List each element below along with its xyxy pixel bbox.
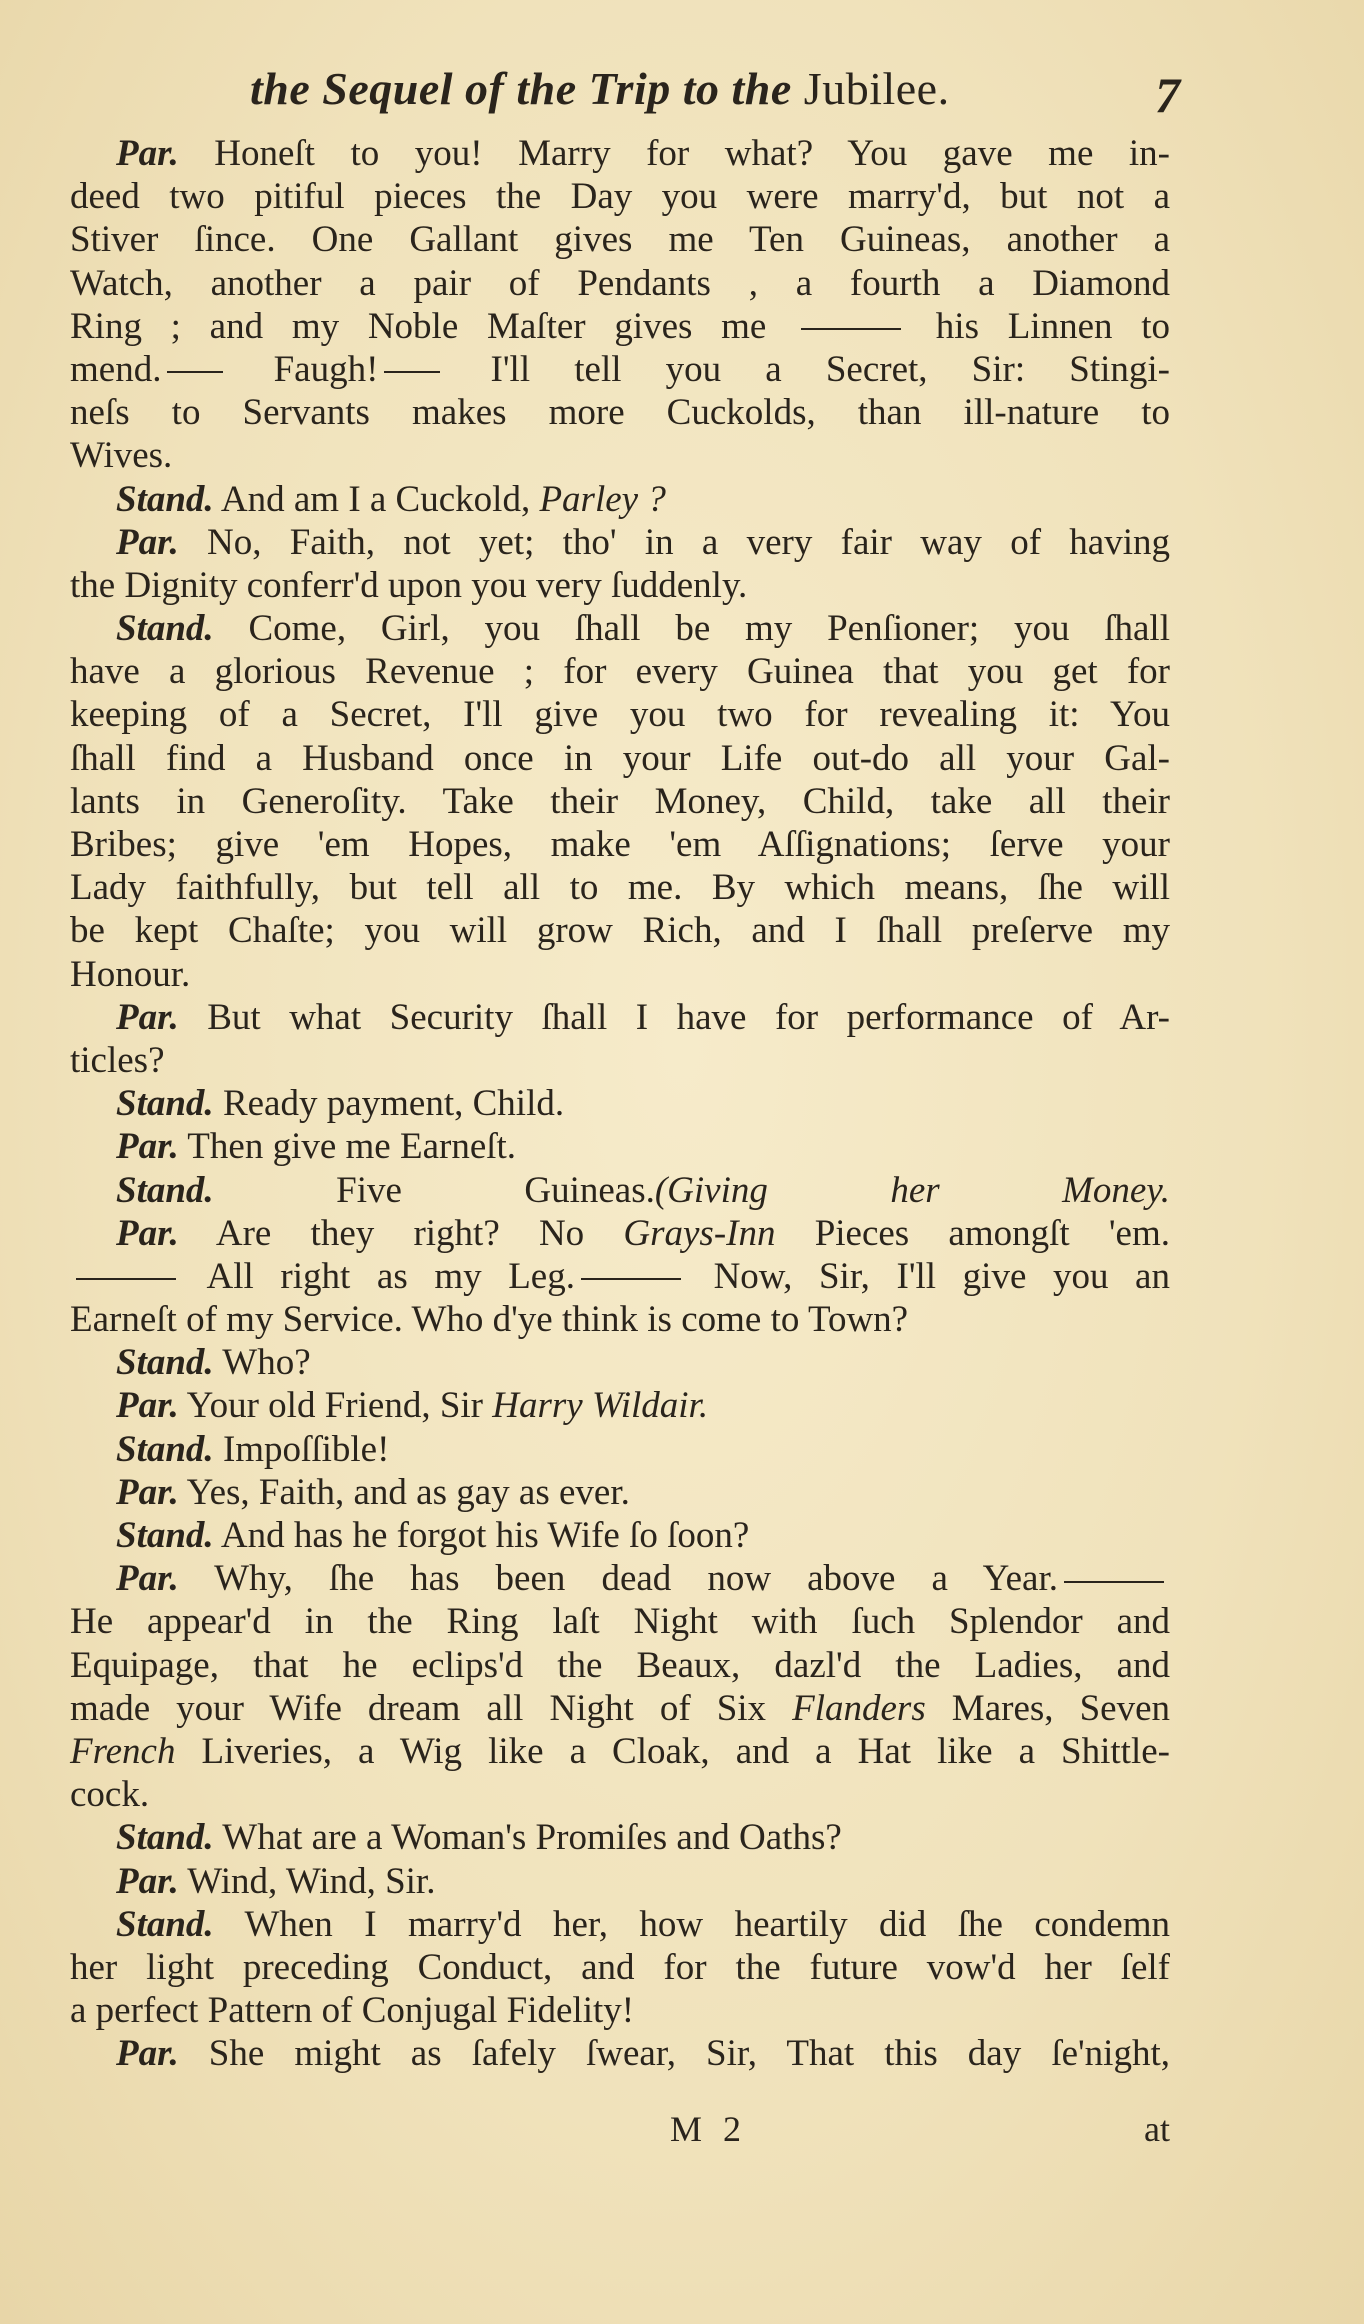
line-text: Lady faithfully, but tell all to me. By which means, ſhe will	[70, 867, 1170, 909]
line-text: lants in Generoſity. Take their Money, Child, take all their	[70, 780, 1170, 822]
text-line	[70, 1773, 1170, 1816]
text-line	[70, 1255, 1170, 1298]
line-text: Equipage, that he eclips'd the Beaux, dazl'd the Ladies, and	[70, 1644, 1170, 1686]
text-line	[70, 737, 1170, 780]
text-line	[70, 564, 1170, 607]
text-line	[70, 953, 1170, 996]
text-line	[70, 1514, 1170, 1557]
line-text: And am I a Cuckold,	[213, 478, 540, 520]
speaker-name: Stand.	[116, 1083, 214, 1125]
body-text	[70, 132, 1170, 2075]
em-dash-rule	[801, 328, 901, 330]
line-text: All right as my Leg.	[182, 1255, 575, 1297]
text-line	[70, 1039, 1170, 1082]
text-line	[70, 1341, 1170, 1384]
text-line	[70, 305, 1170, 348]
line-text: a perfect Pattern of Conjugal Fidelity!	[70, 1990, 635, 2032]
speaker-name: Stand.	[116, 1169, 214, 1211]
line-text: Mares, Seven	[925, 1687, 1170, 1729]
line-text: Stiver ſince. One Gallant gives me Ten Guineas, another a	[70, 219, 1170, 261]
text-line	[70, 1860, 1170, 1903]
speaker-name: Par.	[116, 1860, 179, 1902]
text-line	[70, 521, 1170, 564]
speaker-name: Par.	[116, 1212, 179, 1254]
line-text: Now, Sir, I'll give you an	[686, 1255, 1170, 1297]
line-text: Yes, Faith, and as gay as ever.	[178, 1471, 630, 1513]
text-line	[70, 1384, 1170, 1427]
line-text: But what Security ſhall I have for performance of Ar-	[178, 996, 1170, 1038]
text-line	[70, 1989, 1170, 2032]
line-text: Ready payment, Child.	[213, 1083, 565, 1125]
text-line	[70, 1903, 1170, 1946]
line-text: Honeſt to you! Marry for what? You gave me in-	[178, 133, 1170, 174]
running-head-italic: the Sequel of the Trip to the	[250, 63, 804, 114]
speaker-name: Par.	[116, 1558, 179, 1600]
text-line	[70, 996, 1170, 1039]
speaker-name: Stand.	[116, 478, 214, 520]
text-line	[70, 1600, 1170, 1643]
line-text: Why, ſhe has been dead now above a Year.	[178, 1558, 1058, 1600]
text-line	[70, 1644, 1170, 1687]
line-text: Your old Friend, Sir	[178, 1385, 493, 1427]
speaker-name: Par.	[116, 521, 179, 563]
text-line	[70, 262, 1170, 305]
text-line	[70, 650, 1170, 693]
text-line	[70, 909, 1170, 952]
italic-word: Grays-Inn	[623, 1212, 776, 1254]
line-text: Earneſt of my Service. Who d'ye think is come to Town?	[70, 1299, 909, 1341]
line-text: She might as ſafely ſwear, Sir, That this day ſe'night,	[178, 2033, 1170, 2075]
line-text: cock.	[70, 1774, 150, 1816]
text-line	[70, 348, 1170, 391]
text-line	[70, 1730, 1170, 1773]
running-head-roman: Jubilee.	[803, 63, 950, 114]
line-text: be kept Chaſte; you will grow Rich, and I ſhall preſerve my	[70, 910, 1170, 952]
line-text: Then give me Earneſt.	[178, 1126, 517, 1168]
page-footer	[70, 2108, 1170, 2158]
line-text: Honour.	[70, 953, 191, 995]
line-text: Faugh!	[229, 348, 379, 390]
italic-word: French	[70, 1730, 176, 1772]
text-line	[70, 607, 1170, 650]
speaker-name: Par.	[116, 133, 179, 174]
line-text: Bribes; give 'em Hopes, make 'em Aſſignations; ſerve your	[70, 824, 1170, 865]
line-text: Impoſſible!	[213, 1428, 390, 1470]
speaker-name: Par.	[116, 2033, 179, 2075]
line-text: Wives.	[70, 435, 173, 477]
line-text: What are a Woman's Promiſes and Oaths?	[213, 1817, 842, 1859]
line-text: Wind, Wind, Sir.	[178, 1860, 436, 1902]
line-text: When I marry'd her, how heartily did ſhe condemn	[213, 1903, 1170, 1945]
text-line	[70, 1557, 1170, 1600]
line-text: Watch, another a pair of Pendants , a fourth a Diamond	[70, 262, 1170, 304]
text-line	[70, 1687, 1170, 1730]
line-text: Liveries, a Wig like a Cloak, and a Hat like a Shittle-	[175, 1730, 1170, 1772]
line-text: And has he forgot his Wife ſo ſoon?	[213, 1515, 750, 1556]
text-line	[70, 1471, 1170, 1514]
line-text: neſs to Servants makes more Cuckolds, than ill-nature to	[70, 392, 1170, 434]
speaker-name: Stand.	[116, 1428, 214, 1470]
speaker-name: Par.	[116, 996, 179, 1038]
speaker-name: Stand.	[116, 1515, 214, 1556]
speaker-name: Par.	[116, 1126, 179, 1168]
speaker-name: Par.	[116, 1471, 179, 1513]
line-text: I'll tell you a Secret, Sir: Stingi-	[446, 348, 1171, 390]
line-text: her light preceding Conduct, and for the future vow'd her ſelf	[70, 1946, 1170, 1988]
text-line	[70, 1082, 1170, 1125]
page-header	[250, 52, 1180, 132]
text-line	[70, 693, 1170, 736]
text-line	[70, 866, 1170, 909]
line-text: Five Guineas.	[213, 1169, 655, 1211]
line-text: Pieces amongſt 'em.	[775, 1212, 1170, 1254]
line-text: No, Faith, not yet; tho' in a very fair way of having	[178, 521, 1170, 563]
italic-word: Parley ?	[539, 478, 666, 520]
line-text: have a glorious Revenue ; for every Guinea that you get for	[70, 651, 1170, 693]
text-line	[70, 823, 1170, 866]
speaker-name: Stand.	[116, 608, 214, 650]
speaker-name: Stand.	[116, 1342, 214, 1384]
line-text: keeping of a Secret, I'll give you two for revealing it: You	[70, 694, 1170, 736]
text-line	[70, 1169, 1170, 1212]
speaker-name: Par.	[116, 1385, 179, 1427]
em-dash-rule	[581, 1278, 681, 1280]
signature-mark: M 2	[670, 2109, 748, 2149]
speaker-name: Stand.	[116, 1903, 214, 1945]
line-text: Ring ; and my Noble Maſter gives me	[70, 305, 796, 347]
text-line	[70, 1816, 1170, 1859]
text-line	[70, 478, 1170, 521]
em-dash-rule	[1064, 1581, 1164, 1583]
line-text: made your Wife dream all Night of Six	[70, 1687, 793, 1729]
italic-word: Flanders	[792, 1687, 926, 1729]
speaker-name: Stand.	[116, 1817, 214, 1859]
text-line	[70, 2032, 1170, 2075]
line-text: the Dignity conferr'd upon you very ſuddenly.	[70, 564, 748, 606]
line-text: Who?	[213, 1342, 311, 1384]
line-text: Come, Girl, you ſhall be my Penſioner; you ſhall	[213, 608, 1170, 650]
text-line	[70, 1212, 1170, 1255]
stage-direction: (Giving her Money.	[654, 1169, 1170, 1211]
text-line	[70, 391, 1170, 434]
text-line	[70, 1428, 1170, 1471]
line-text: ſhall find a Husband once in your Life out-do all your Gal-	[70, 737, 1170, 779]
text-line	[70, 1946, 1170, 1989]
text-line	[70, 218, 1170, 261]
line-text: Are they right? No	[178, 1212, 624, 1254]
italic-word: Harry Wildair.	[492, 1385, 709, 1427]
running-head	[250, 62, 950, 115]
em-dash-rule	[76, 1278, 176, 1280]
page-number: 7	[1155, 67, 1180, 123]
line-text: ticles?	[70, 1039, 165, 1081]
line-text: his Linnen to	[907, 305, 1171, 347]
em-dash-rule	[384, 371, 440, 373]
em-dash-rule	[167, 371, 223, 373]
text-line	[70, 132, 1170, 175]
line-text: deed two pitiful pieces the Day you were marry'd, but not a	[70, 176, 1170, 218]
line-text: mend.	[70, 348, 162, 390]
text-line	[70, 780, 1170, 823]
text-line	[70, 175, 1170, 218]
text-line	[70, 434, 1170, 477]
text-line	[70, 1125, 1170, 1168]
text-line	[70, 1298, 1170, 1341]
line-text: He appear'd in the Ring laſt Night with ſuch Splendor and	[70, 1601, 1170, 1643]
catchword: at	[1144, 2109, 1170, 2149]
